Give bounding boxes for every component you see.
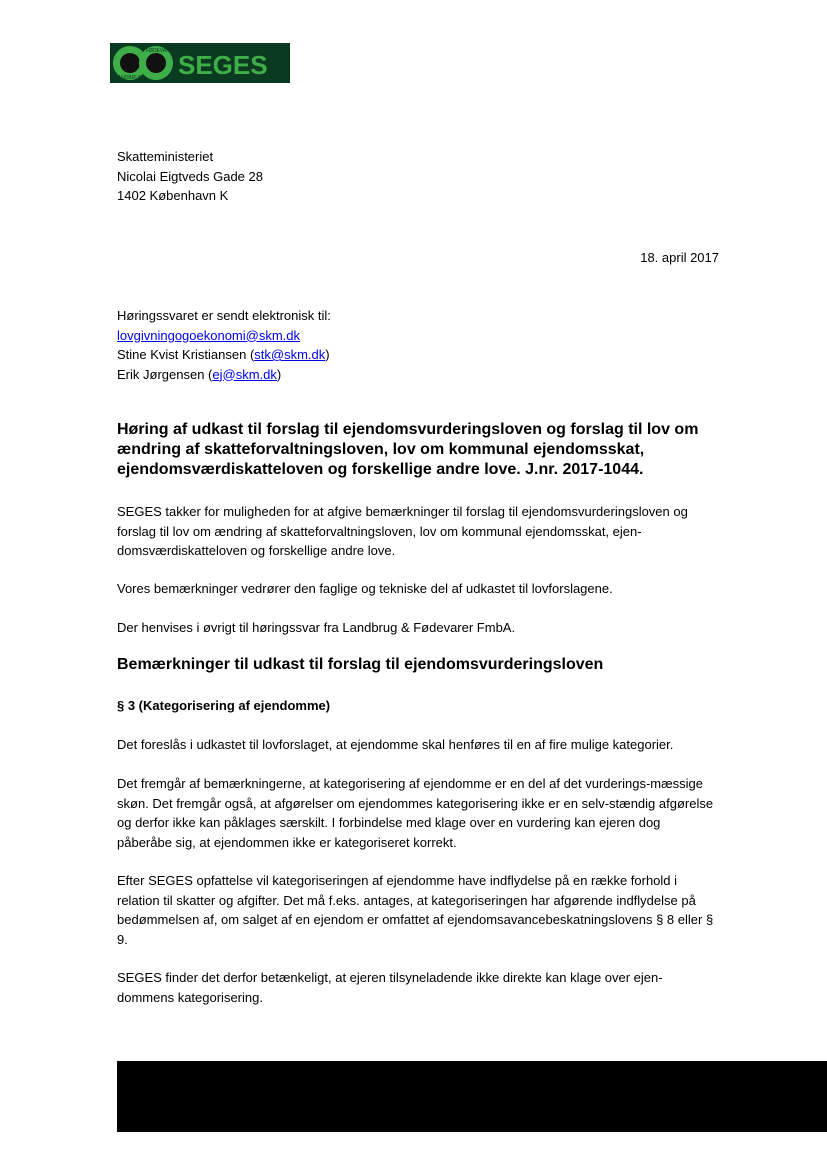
paragraph-opinion: Efter SEGES opfattelse vil kategoriseringen af ejendomme have indflydelse på en række forhold i relation til skatter og afgifter. Det må f.eks. antages, at kategoriseringen har afgørende indflydelse på bedømmelsen af, om salget af en ejendom er omfattet af ejendomsavancebeskatningslovens § 8 eller § 9. <box>117 873 714 947</box>
letter-date: 18. april 2017 <box>640 250 719 265</box>
person-1 <box>117 345 331 365</box>
logo-ring-right-text: FØDEVARER <box>146 48 177 54</box>
person-1-name: Stine Kvist Kristiansen ( <box>117 347 255 362</box>
sent-to-intro: Høringssvaret er sendt elektronisk til: <box>117 308 331 323</box>
subject-heading: Høring af udkast til forslag til ejendomsvurderingsloven og forslag til lov om ændring af skatteforvaltningsloven, lov om kommunal ejendomsskat, ejendomsværdiskatteloven og forskellige andre love. J.nr. 2017-1044. <box>117 421 699 478</box>
seges-logo <box>110 43 290 83</box>
paragraph-thanks: SEGES takker for muligheden for at afgive bemærkninger til forslag til ejendomsvurderingsloven og forslag til lov om ændring af skatteforvaltningsloven, lov om kommunal ejendomsskat, ejen-domsværdiskatteloven og forskellige andre love. <box>117 504 688 558</box>
logo-ring-left-text: LANDBRUG <box>115 75 143 81</box>
paragraph-remarks: Det fremgår af bemærkningerne, at kategorisering af ejendomme er en del af det vurderings-mæssige skøn. Det fremgår også, at afgørelser om ejendommes kategorisering ikke er en selv-stændig afgørelse og derfor ikke kan påklages særskilt. I forbindelse med klage over en vurdering kan ejeren dog påberåbe sig, at ejendommen ikke er kategoriseret korrekt. <box>117 776 714 850</box>
seges-logo-graphic <box>110 43 290 83</box>
person-1-close: ) <box>325 347 330 362</box>
recipient-address <box>117 147 263 206</box>
address-line-1: Skatteministeriet <box>117 149 214 164</box>
person-2 <box>117 365 331 385</box>
address-line-2: Nicolai Eigtveds Gade 28 <box>117 168 263 184</box>
footer-bar <box>117 1061 827 1132</box>
sent-to-block <box>117 306 331 384</box>
paragraph-reference: Der henvises i øvrigt til høringssvar fra Landbrug & Fødevarer FmbA. <box>117 620 516 635</box>
paragraph-categories: Det foreslås i udkastet til lovforslaget, at ejendomme skal henføres til en af fire mulige kategorier. <box>117 737 674 752</box>
paragraph-concern: SEGES finder det derfor betænkeligt, at ejeren tilsyneladende ikke direkte kan klage over ejen-dommens kategorisering. <box>117 970 663 1005</box>
section-heading: Bemærkninger til udkast til forslag til ejendomsvurderingsloven <box>117 656 604 673</box>
email-link-person-2[interactable]: ej@skm.dk <box>212 366 277 382</box>
person-2-name: Erik Jørgensen ( <box>117 366 213 382</box>
address-line-3: 1402 København K <box>117 188 229 203</box>
email-link-main[interactable]: lovgivningogoekonomi@skm.dk <box>117 327 301 343</box>
logo-wordmark: SEGES <box>178 50 268 80</box>
email-link-person-1[interactable]: stk@skm.dk <box>254 347 326 362</box>
subsection-heading: § 3 (Kategorisering af ejendomme) <box>117 698 331 713</box>
paragraph-scope: Vores bemærkninger vedrører den faglige og tekniske del af udkastet til lovforslagene. <box>117 581 613 596</box>
person-2-close: ) <box>276 366 282 382</box>
